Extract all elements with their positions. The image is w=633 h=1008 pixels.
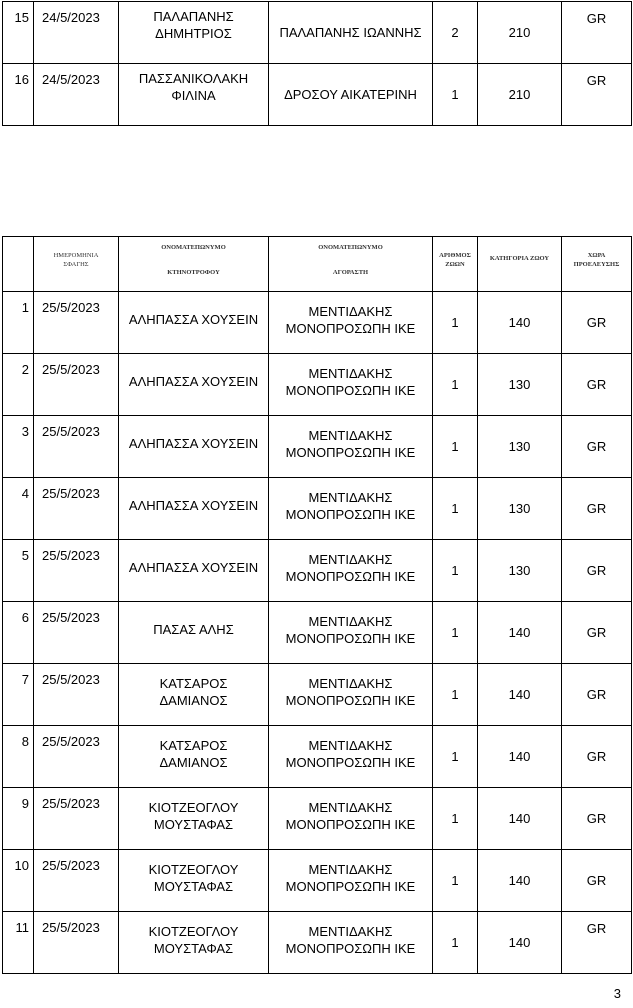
buyer-name-text: ΜΕΝΤΙΔΑΚΗΣ [308,861,393,877]
slaughter-date-text: 25/5/2023 [42,796,100,811]
row-number-text: 5 [21,548,29,563]
page-number: 3 [613,986,621,1001]
country-origin [562,540,632,602]
animal-category [478,478,562,540]
country-origin-text: GR [586,687,607,702]
buyer-name-text: ΜΕΝΤΙΔΑΚΗΣ [308,613,393,629]
header-animal-category: ΚΑΤΗΓΟΡΙΑ ΖΩΟΥ [478,237,562,292]
animal-category [478,850,562,912]
row-number-text: 15 [14,10,29,25]
row-number-text: 2 [21,362,29,377]
breeder-name-text: ΠΑΣΑΣ ΑΛΗΣ [153,622,234,637]
breeder-name-text: ΔΑΜΙΑΝΟΣ [159,692,228,708]
row-number [3,478,34,540]
animal-count-text: 1 [451,87,459,102]
breeder-name-text: ΑΛΗΠΑΣΣΑ ΧΟΥΣΕΙΝ [128,436,259,451]
breeder-name-text: ΠΑΛΑΠΑΝΗΣ [153,9,234,24]
buyer-name-text: ΜΟΝΟΠΡΟΣΩΠΗ ΙΚΕ [285,320,416,336]
breeder-name [119,788,269,850]
animal-count [433,478,478,540]
breeder-name-text: ΜΟΥΣΤΑΦΑΣ [153,940,234,956]
country-origin-text: GR [586,749,607,764]
breeder-name-text: ΑΛΗΠΑΣΣΑ ΧΟΥΣΕΙΝ [128,312,259,327]
slaughter-date [34,788,119,850]
animal-category-text: 130 [508,377,531,392]
slaughter-date [34,292,119,354]
country-origin [562,788,632,850]
slaughter-date [34,416,119,478]
buyer-name-text: ΜΟΝΟΠΡΟΣΩΠΗ ΙΚΕ [285,630,416,646]
slaughter-date [34,478,119,540]
slaughter-date-text: 25/5/2023 [42,920,100,935]
table-row [3,664,632,726]
breeder-name-text: ΚΙΟΤΖΕΟΓΛΟΥ [148,861,239,877]
buyer-name [269,664,433,726]
buyer-name-text: ΜΕΝΤΙΔΑΚΗΣ [308,365,393,381]
table-row [3,602,632,664]
animal-count-text: 2 [451,25,459,40]
animal-count-text: 1 [451,873,459,888]
animal-count-text: 1 [451,625,459,640]
slaughter-date [34,354,119,416]
animal-count-text: 1 [451,563,459,578]
buyer-name [269,540,433,602]
animal-count [433,664,478,726]
buyer-name [269,64,433,126]
row-number [3,540,34,602]
buyer-name [269,2,433,64]
country-origin-text: GR [586,873,607,888]
header-buyer-name: ΟΝΟΜΑΤΕΠΩΝΥΜΟ ΑΓΟΡΑΣΤΗ [269,237,433,292]
slaughter-date-text: 25/5/2023 [42,548,100,563]
country-origin [562,664,632,726]
row-number-text: 4 [21,486,29,501]
header-breeder-name: ΟΝΟΜΑΤΕΠΩΝΥΜΟ ΚΤΗΝΟΤΡΟΦΟΥ [119,237,269,292]
slaughter-date [34,64,119,126]
breeder-name [119,478,269,540]
animal-count [433,850,478,912]
row-number [3,912,34,974]
animal-category-text: 140 [508,315,531,330]
buyer-name-text: ΜΕΝΤΙΔΑΚΗΣ [308,489,393,505]
row-number [3,664,34,726]
animal-count [433,64,478,126]
buyer-name-text: ΜΟΝΟΠΡΟΣΩΠΗ ΙΚΕ [285,754,416,770]
header-animal-count: ΑΡΙΘΜΟΣ ΖΩΩΝ [433,237,478,292]
buyer-name [269,354,433,416]
row-number-text: 6 [21,610,29,625]
animal-category-text: 140 [508,811,531,826]
animal-category-text: 210 [508,87,531,102]
breeder-name-text: ΚΑΤΣΑΡΟΣ [159,737,228,753]
slaughter-date [34,2,119,64]
animal-count-text: 1 [451,315,459,330]
breeder-name-text: ΚΙΟΤΖΕΟΓΛΟΥ [148,799,239,815]
buyer-name [269,726,433,788]
table-row [3,292,632,354]
breeder-name-text: ΜΟΥΣΤΑΦΑΣ [153,816,234,832]
country-origin-text: GR [586,315,607,330]
table-row [3,354,632,416]
row-number [3,602,34,664]
breeder-name [119,64,269,126]
breeder-name-text: ΚΑΤΣΑΡΟΣ [159,675,228,691]
animal-count [433,292,478,354]
animal-category [478,664,562,726]
animal-count-text: 1 [451,811,459,826]
animal-category-text: 130 [508,501,531,516]
table-row [3,788,632,850]
row-number [3,416,34,478]
animal-category [478,726,562,788]
buyer-name-text: ΜΟΝΟΠΡΟΣΩΠΗ ΙΚΕ [285,382,416,398]
breeder-name [119,354,269,416]
animal-category-text: 130 [508,563,531,578]
country-origin-text: GR [586,625,607,640]
breeder-name-text: ΔΑΜΙΑΝΟΣ [159,754,228,770]
header-slaughter-date: ΗΜΕΡΟΜΗΝΙΑ ΣΦΑΓΗΣ [34,237,119,292]
breeder-name [119,912,269,974]
slaughter-date-text: 24/5/2023 [42,10,100,25]
animal-category-text: 140 [508,687,531,702]
row-number-text: 10 [14,858,29,873]
animal-category [478,354,562,416]
animal-category-text: 140 [508,935,531,950]
buyer-name-text: ΔΡΟΣΟΥ ΑΙΚΑΤΕΡΙΝΗ [284,87,417,102]
buyer-name-text: ΜΟΝΟΠΡΟΣΩΠΗ ΙΚΕ [285,878,416,894]
buyer-name-text: ΜΕΝΤΙΔΑΚΗΣ [308,427,393,443]
animal-category [478,540,562,602]
animal-category-text: 130 [508,439,531,454]
slaughter-date [34,850,119,912]
breeder-name [119,292,269,354]
top-table [2,1,632,126]
table-row [3,64,632,126]
breeder-name-text: ΠΑΣΣΑΝΙΚΟΛΑΚΗ [138,71,249,86]
buyer-name [269,416,433,478]
table-row [3,478,632,540]
row-number [3,2,34,64]
slaughter-date-text: 25/5/2023 [42,300,100,315]
animal-count-text: 1 [451,377,459,392]
row-number-text: 1 [21,300,29,315]
row-number-text: 16 [14,72,29,87]
table-row [3,850,632,912]
animal-count [433,912,478,974]
country-origin-text: GR [586,921,607,936]
country-origin [562,478,632,540]
row-number [3,354,34,416]
slaughter-date-text: 25/5/2023 [42,858,100,873]
row-number [3,726,34,788]
country-origin-text: GR [586,811,607,826]
country-origin-text: GR [586,377,607,392]
country-origin [562,416,632,478]
breeder-name [119,416,269,478]
animal-count-text: 1 [451,439,459,454]
breeder-name-text: ΑΛΗΠΑΣΣΑ ΧΟΥΣΕΙΝ [128,374,259,389]
animal-count [433,726,478,788]
slaughter-table [2,236,632,974]
breeder-name [119,2,269,64]
buyer-name-text: ΜΟΝΟΠΡΟΣΩΠΗ ΙΚΕ [285,568,416,584]
buyer-name-text: ΜΟΝΟΠΡΟΣΩΠΗ ΙΚΕ [285,940,416,956]
buyer-name-text: ΜΕΝΤΙΔΑΚΗΣ [308,303,393,319]
table-header-row [3,237,632,292]
breeder-name-text: ΑΛΗΠΑΣΣΑ ΧΟΥΣΕΙΝ [128,498,259,513]
country-origin [562,912,632,974]
animal-category-text: 140 [508,625,531,640]
buyer-name-text: ΠΑΛΑΠΑΝΗΣ ΙΩΑΝΝΗΣ [279,25,422,40]
buyer-name [269,788,433,850]
buyer-name-text: ΜΕΝΤΙΔΑΚΗΣ [308,737,393,753]
buyer-name-text: ΜΟΝΟΠΡΟΣΩΠΗ ΙΚΕ [285,506,416,522]
breeder-name [119,850,269,912]
country-origin-text: GR [586,11,607,26]
breeder-name [119,602,269,664]
animal-count [433,416,478,478]
slaughter-date [34,602,119,664]
animal-count-text: 1 [451,501,459,516]
animal-category-text: 210 [508,25,531,40]
buyer-name-text: ΜΕΝΤΙΔΑΚΗΣ [308,923,393,939]
animal-category-text: 140 [508,749,531,764]
country-origin-text: GR [586,73,607,88]
table-row [3,540,632,602]
slaughter-date-text: 25/5/2023 [42,610,100,625]
buyer-name [269,850,433,912]
buyer-name-text: ΜΟΝΟΠΡΟΣΩΠΗ ΙΚΕ [285,692,416,708]
breeder-name-text: ΦΙΛΙΝΑ [171,88,216,103]
animal-count-text: 1 [451,935,459,950]
buyer-name [269,602,433,664]
animal-category [478,788,562,850]
slaughter-date-text: 25/5/2023 [42,672,100,687]
row-number [3,292,34,354]
row-number-text: 7 [21,672,29,687]
animal-category [478,64,562,126]
breeder-name [119,664,269,726]
animal-category [478,2,562,64]
buyer-name-text: ΜΕΝΤΙΔΑΚΗΣ [308,799,393,815]
buyer-name [269,478,433,540]
animal-count [433,602,478,664]
slaughter-date-text: 25/5/2023 [42,362,100,377]
country-origin [562,850,632,912]
header-number [3,237,34,292]
animal-count [433,2,478,64]
animal-count [433,540,478,602]
slaughter-date [34,540,119,602]
buyer-name-text: ΜΟΝΟΠΡΟΣΩΠΗ ΙΚΕ [285,444,416,460]
slaughter-date [34,726,119,788]
row-number-text: 9 [21,796,29,811]
row-number-text: 11 [15,920,29,935]
row-number-text: 3 [21,424,29,439]
country-origin-text: GR [586,439,607,454]
animal-category [478,292,562,354]
animal-count-text: 1 [451,687,459,702]
breeder-name-text: ΑΛΗΠΑΣΣΑ ΧΟΥΣΕΙΝ [128,560,259,575]
row-number [3,850,34,912]
table-row [3,912,632,974]
slaughter-date [34,912,119,974]
country-origin [562,726,632,788]
animal-count-text: 1 [451,749,459,764]
country-origin [562,64,632,126]
row-number-text: 8 [21,734,29,749]
buyer-name-text: ΜΟΝΟΠΡΟΣΩΠΗ ΙΚΕ [285,816,416,832]
breeder-name-text: ΚΙΟΤΖΕΟΓΛΟΥ [148,923,239,939]
slaughter-date-text: 25/5/2023 [42,486,100,501]
table-row [3,2,632,64]
breeder-name [119,540,269,602]
slaughter-date [34,664,119,726]
breeder-name-text: ΜΟΥΣΤΑΦΑΣ [153,878,234,894]
animal-category [478,602,562,664]
breeder-name [119,726,269,788]
header-country-origin: ΧΩΡΑ ΠΡΟΕΛΕΥΣΗΣ [562,237,632,292]
buyer-name-text: ΜΕΝΤΙΔΑΚΗΣ [308,551,393,567]
animal-category [478,416,562,478]
slaughter-date-text: 25/5/2023 [42,424,100,439]
row-number [3,788,34,850]
animal-category-text: 140 [508,873,531,888]
table-row [3,726,632,788]
country-origin-text: GR [586,501,607,516]
country-origin [562,602,632,664]
buyer-name-text: ΜΕΝΤΙΔΑΚΗΣ [308,675,393,691]
country-origin [562,292,632,354]
buyer-name [269,912,433,974]
slaughter-date-text: 24/5/2023 [42,72,100,87]
country-origin [562,2,632,64]
table-row [3,416,632,478]
animal-count [433,354,478,416]
row-number [3,64,34,126]
breeder-name-text: ΔΗΜΗΤΡΙΟΣ [155,26,232,41]
animal-category [478,912,562,974]
country-origin-text: GR [586,563,607,578]
country-origin [562,354,632,416]
animal-count [433,788,478,850]
slaughter-date-text: 25/5/2023 [42,734,100,749]
buyer-name [269,292,433,354]
